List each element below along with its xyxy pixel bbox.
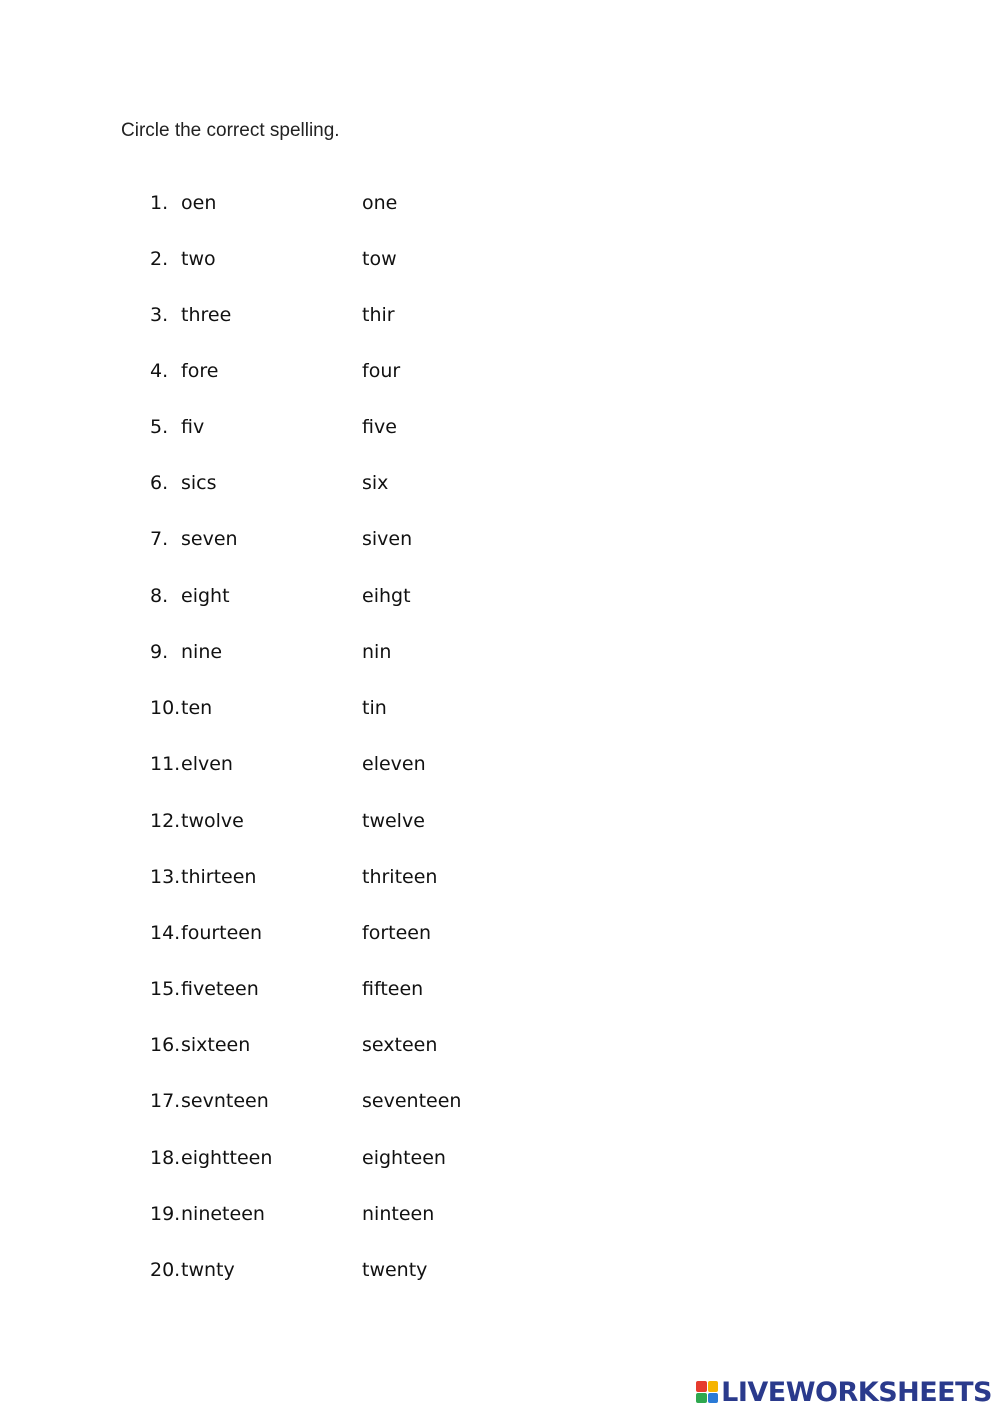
option-b[interactable]: five (362, 416, 397, 438)
list-item (0, 192, 600, 222)
option-b[interactable]: eleven (362, 753, 426, 775)
option-b[interactable]: tow (362, 248, 397, 270)
item-number: 2. (150, 248, 169, 270)
item-number: 10. (150, 697, 181, 719)
item-number: 12. (150, 810, 181, 832)
item-number: 16. (150, 1034, 181, 1056)
item-number: 5. (150, 416, 169, 438)
list-item (0, 1034, 600, 1064)
option-a[interactable]: fiveteen (181, 978, 259, 1000)
option-b[interactable]: thir (362, 304, 395, 326)
option-b[interactable]: ninteen (362, 1203, 435, 1225)
option-b[interactable]: six (362, 472, 389, 494)
item-number: 3. (150, 304, 169, 326)
instruction-text: Circle the correct spelling. (121, 120, 340, 141)
list-item (0, 1147, 600, 1177)
brand-name: LIVEWORKSHEETS (721, 1376, 992, 1408)
option-a[interactable]: three (181, 304, 232, 326)
list-item (0, 1259, 600, 1289)
option-a[interactable]: twolve (181, 810, 244, 832)
option-b[interactable]: seventeen (362, 1090, 462, 1112)
logo-square-green (696, 1393, 707, 1404)
option-a[interactable]: seven (181, 528, 238, 550)
item-number: 7. (150, 528, 169, 550)
option-a[interactable]: elven (181, 753, 233, 775)
list-item (0, 753, 600, 783)
option-a[interactable]: nine (181, 641, 223, 663)
list-item (0, 978, 600, 1008)
list-item (0, 416, 600, 446)
option-a[interactable]: ten (181, 697, 213, 719)
list-item (0, 1090, 600, 1120)
list-item (0, 922, 600, 952)
item-number: 8. (150, 585, 169, 607)
item-number: 9. (150, 641, 169, 663)
list-item (0, 528, 600, 558)
option-b[interactable]: eihgt (362, 585, 411, 607)
logo-square-yellow (708, 1381, 719, 1392)
item-number: 6. (150, 472, 169, 494)
option-a[interactable]: sixteen (181, 1034, 251, 1056)
option-b[interactable]: tin (362, 697, 387, 719)
option-a[interactable]: thirteen (181, 866, 257, 888)
option-a[interactable]: fourteen (181, 922, 263, 944)
list-item (0, 697, 600, 727)
item-number: 14. (150, 922, 181, 944)
option-a[interactable]: nineteen (181, 1203, 265, 1225)
option-a[interactable]: twnty (181, 1259, 235, 1281)
list-item (0, 1203, 600, 1233)
option-a[interactable]: fiv (181, 416, 205, 438)
item-number: 13. (150, 866, 181, 888)
list-item (0, 585, 600, 615)
liveworksheets-logo-icon (696, 1381, 718, 1403)
item-number: 15. (150, 978, 181, 1000)
item-number: 20. (150, 1259, 181, 1281)
item-number: 18. (150, 1147, 181, 1169)
logo-square-blue (708, 1393, 719, 1404)
option-b[interactable]: twenty (362, 1259, 428, 1281)
option-b[interactable]: fifteen (362, 978, 424, 1000)
item-number: 19. (150, 1203, 181, 1225)
option-b[interactable]: twelve (362, 810, 425, 832)
option-a[interactable]: eight (181, 585, 230, 607)
option-a[interactable]: two (181, 248, 216, 270)
liveworksheets-branding[interactable] (696, 1377, 992, 1407)
list-item (0, 866, 600, 896)
option-b[interactable]: siven (362, 528, 413, 550)
item-number: 17. (150, 1090, 181, 1112)
logo-square-red (696, 1381, 707, 1392)
item-number: 11. (150, 753, 181, 775)
list-item (0, 304, 600, 334)
option-b[interactable]: sexteen (362, 1034, 438, 1056)
item-number: 4. (150, 360, 169, 382)
option-b[interactable]: one (362, 192, 398, 214)
option-b[interactable]: nin (362, 641, 392, 663)
option-b[interactable]: four (362, 360, 401, 382)
option-a[interactable]: sics (181, 472, 217, 494)
option-a[interactable]: fore (181, 360, 219, 382)
option-a[interactable]: eightteen (181, 1147, 273, 1169)
option-a[interactable]: sevnteen (181, 1090, 269, 1112)
list-item (0, 248, 600, 278)
option-a[interactable]: oen (181, 192, 217, 214)
list-item (0, 810, 600, 840)
item-number: 1. (150, 192, 169, 214)
option-b[interactable]: forteen (362, 922, 431, 944)
option-b[interactable]: thriteen (362, 866, 438, 888)
option-b[interactable]: eighteen (362, 1147, 446, 1169)
list-item (0, 360, 600, 390)
list-item (0, 472, 600, 502)
list-item (0, 641, 600, 671)
